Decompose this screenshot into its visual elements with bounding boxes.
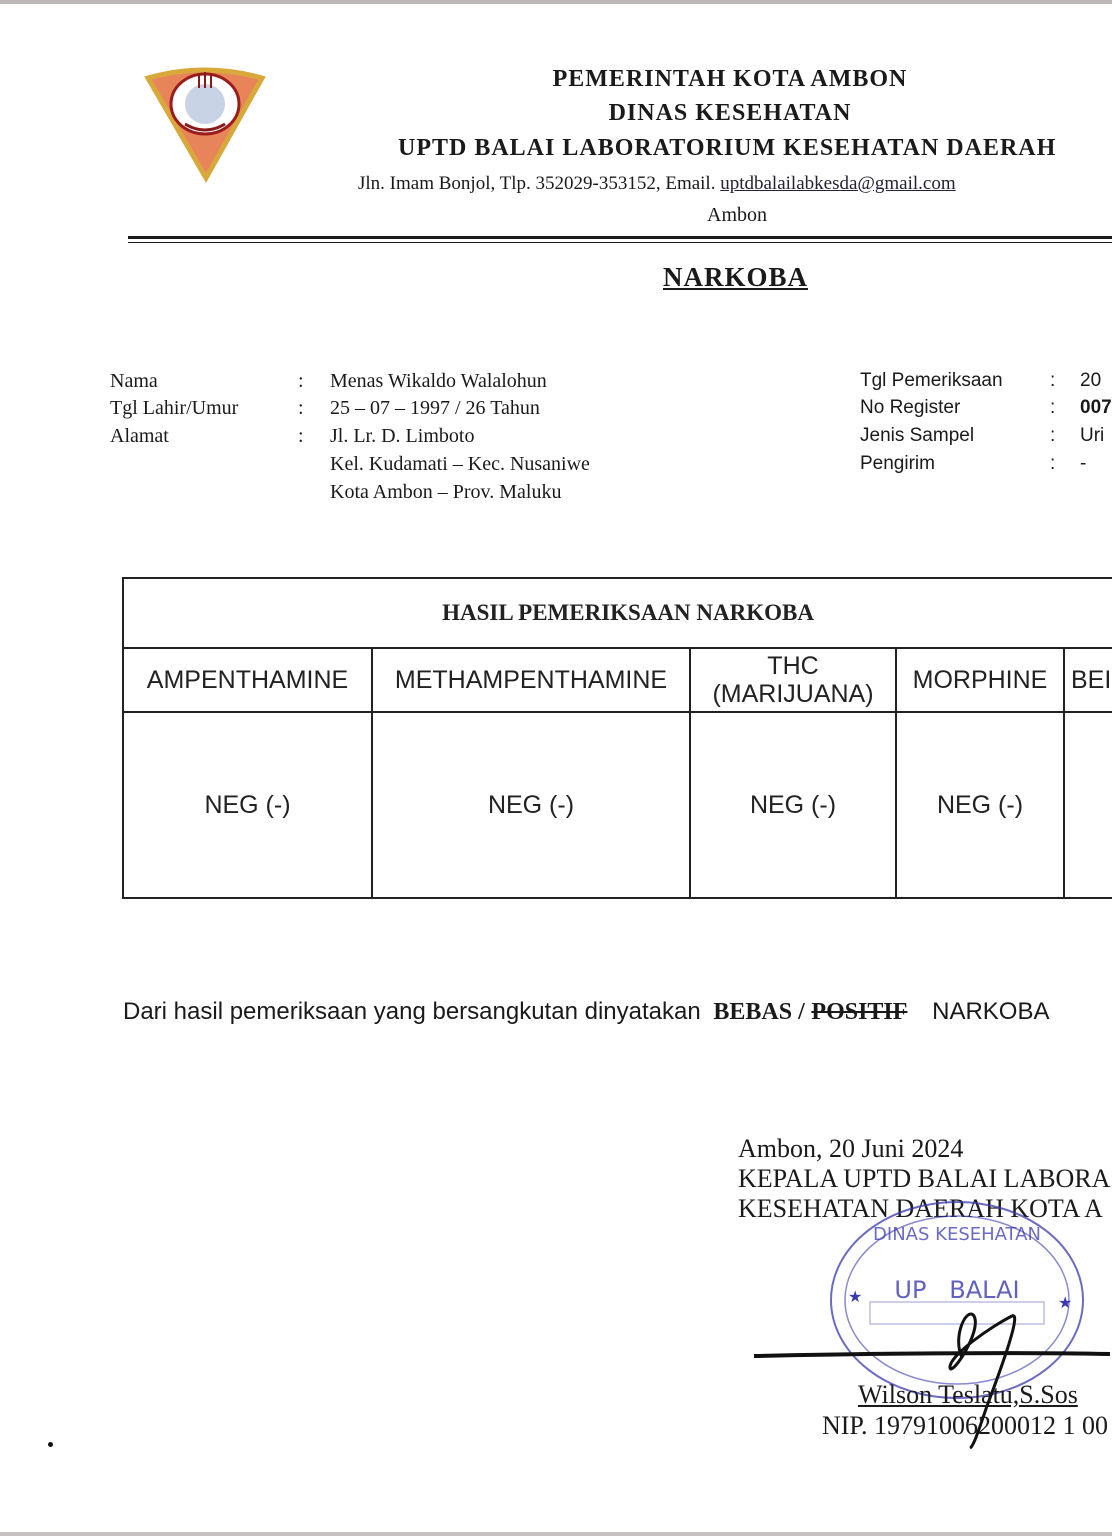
ink-dot <box>48 1442 53 1447</box>
header-divider-thin <box>128 242 1112 243</box>
header-city: Ambon <box>707 204 767 226</box>
name-separator: : <box>298 370 304 392</box>
header-unit: UPTD BALAI LABORATORIUM KESEHATAN DAERAH <box>398 135 1057 161</box>
stamp-middle-text: UP BALAI <box>894 1276 1020 1304</box>
svg-text:★: ★ <box>848 1287 863 1306</box>
column-header-methampenthamine: METHAMPENTHAMINE <box>372 648 690 712</box>
result-benzo <box>1064 712 1112 898</box>
conclusion-prefix: Dari hasil pemeriksaan yang bersangkutan dinyatakan <box>123 998 701 1025</box>
result-ampenthamine: NEG (-) <box>123 712 372 898</box>
sample-type: Uri <box>1080 425 1105 446</box>
sign-position-line1: KEPALA UPTD BALAI LABORA <box>738 1164 1111 1193</box>
patient-dob: 25 – 07 – 1997 / 26 Tahun <box>330 397 540 419</box>
dob-separator: : <box>298 397 304 419</box>
patient-address-1: Jl. Lr. D. Limboto <box>330 425 475 447</box>
patient-name: Menas Wikaldo Walalohun <box>330 370 547 392</box>
sample-label: Jenis Sampel <box>860 425 975 446</box>
header-email-link[interactable]: uptdbalailabkesda@gmail.com <box>720 173 956 194</box>
patient-address-3: Kota Ambon – Prov. Maluku <box>330 481 562 503</box>
header-dept: DINAS KESEHATAN <box>608 100 852 126</box>
page-top-border <box>0 0 1112 4</box>
exam-date-label: Tgl Pemeriksaan <box>860 370 1003 391</box>
address-label: Alamat <box>110 425 169 447</box>
register-separator: : <box>1050 397 1056 418</box>
sign-place-date: Ambon, 20 Juni 2024 <box>738 1134 964 1163</box>
name-label: Nama <box>110 370 158 392</box>
conclusion-suffix: NARKOBA <box>932 998 1050 1025</box>
sample-separator: : <box>1050 425 1056 446</box>
stamp-top-text: DINAS KESEHATAN <box>873 1224 1041 1245</box>
sender-label: Pengirim <box>860 453 935 474</box>
dob-label: Tgl Lahir/Umur <box>110 397 239 419</box>
signer-nip: NIP. 19791006200012 1 00 <box>822 1411 1109 1440</box>
sign-position-line2: KESEHATAN DAERAH KOTA A <box>738 1194 1103 1223</box>
svg-text:★: ★ <box>1058 1293 1073 1312</box>
header-address <box>358 173 956 195</box>
sender-value: - <box>1080 453 1087 474</box>
register-label: No Register <box>860 397 961 418</box>
header-divider <box>128 236 1112 239</box>
column-header-ampenthamine: AMPENTHAMINE <box>123 648 372 712</box>
result-morphine: NEG (-) <box>896 712 1064 898</box>
conclusion-free: BEBAS / <box>713 999 805 1025</box>
results-title: HASIL PEMERIKSAAN NARKOBA <box>123 578 1112 648</box>
sender-separator: : <box>1050 453 1056 474</box>
patient-address-2: Kel. Kudamati – Kec. Nusaniwe <box>330 453 590 475</box>
page-bottom-border <box>0 1532 1112 1536</box>
register-number: 007 <box>1080 397 1112 418</box>
header-address-text: Jln. Imam Bonjol, Tlp. 352029-353152, Email. <box>358 173 716 194</box>
column-header-thc <box>690 648 896 712</box>
signer-name: Wilson Teslatu,S.Sos <box>858 1380 1078 1409</box>
exam-date-separator: : <box>1050 370 1056 391</box>
result-methampenthamine: NEG (-) <box>372 712 690 898</box>
conclusion-statement <box>123 998 1049 1026</box>
column-header-morphine: MORPHINE <box>896 648 1064 712</box>
column-header-thc-line1: THC <box>767 652 819 680</box>
exam-date: 20 <box>1080 370 1102 391</box>
conclusion-positive-struck: POSITIF <box>811 999 908 1025</box>
results-table <box>122 577 1112 899</box>
column-header-benzo: BEI <box>1064 648 1112 712</box>
document-title: NARKOBA <box>663 262 809 292</box>
city-logo-icon <box>142 66 268 184</box>
header-gov: PEMERINTAH KOTA AMBON <box>552 66 908 92</box>
address-separator: : <box>298 425 304 447</box>
result-thc: NEG (-) <box>690 712 896 898</box>
column-header-thc-line2: (MARIJUANA) <box>712 680 874 708</box>
